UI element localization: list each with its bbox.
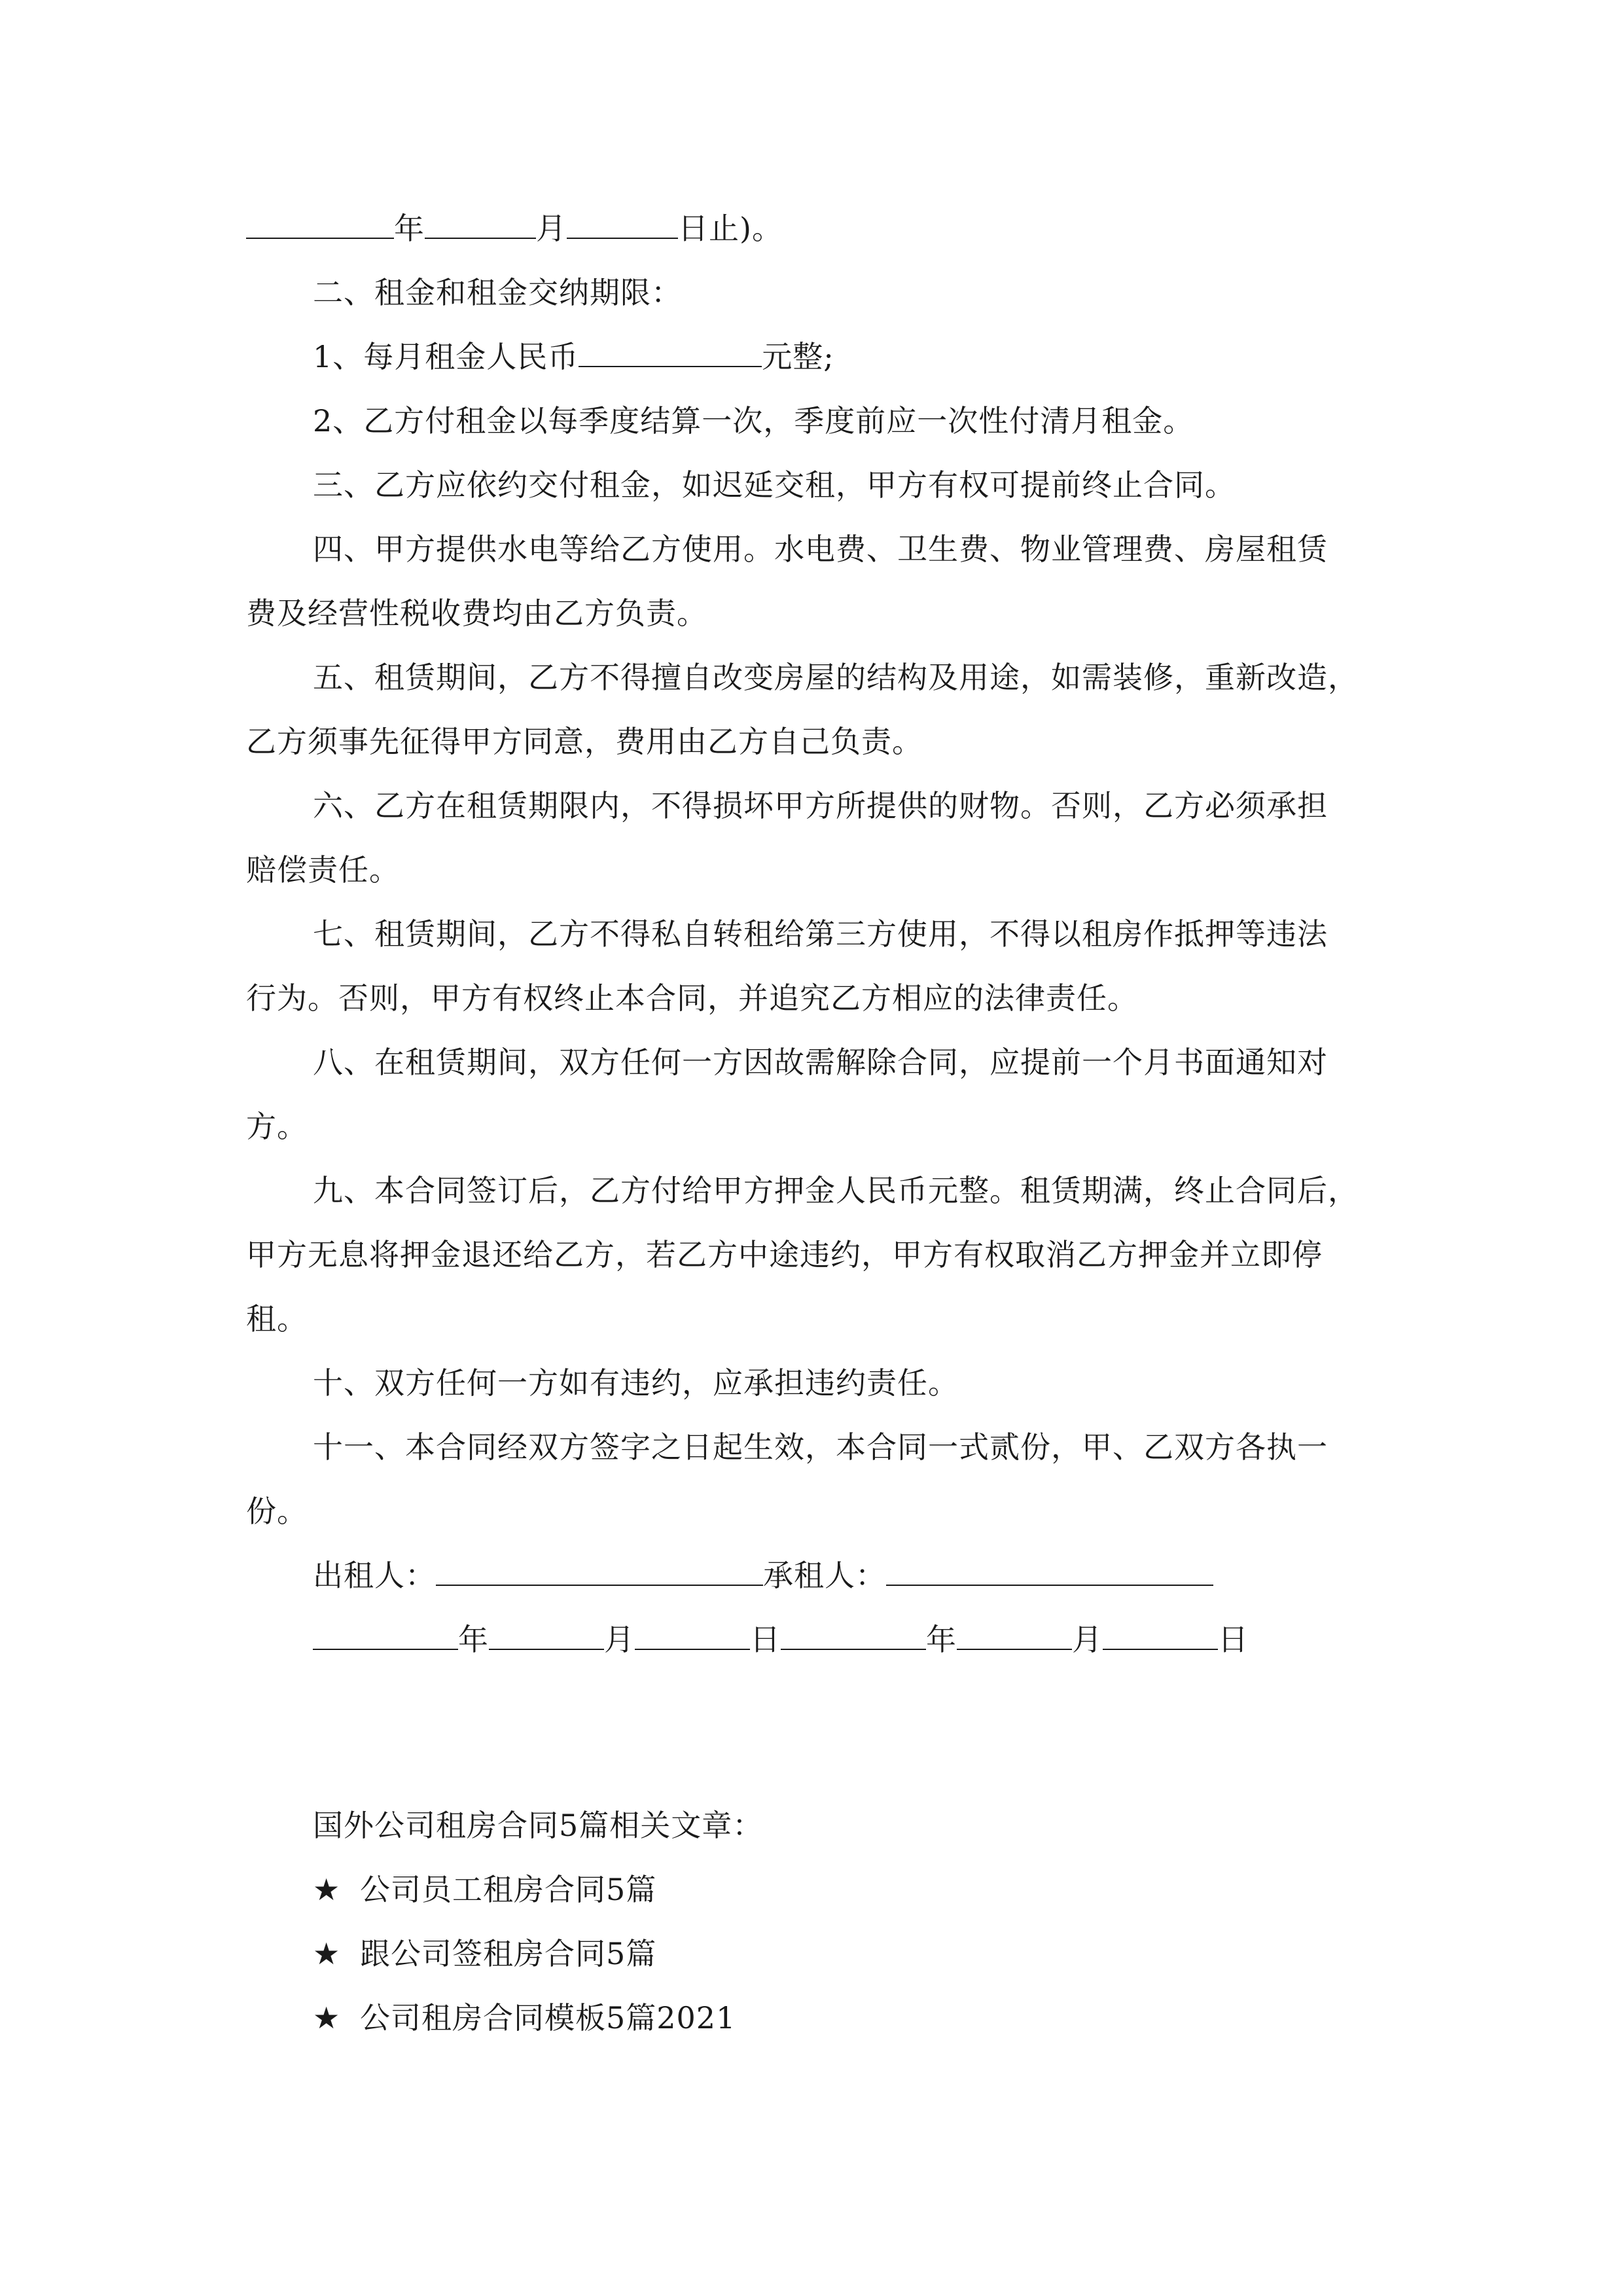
lessee-month-blank [957,1623,1072,1650]
lease-end-date-line [246,196,1378,260]
related-article-2-link[interactable]: 跟公司签租房合同5篇 [360,1936,657,1971]
clause-3: 三、乙方应依约交付租金，如迟延交租，甲方有权可提前终止合同。 [313,467,1236,503]
signature-date-line [313,1607,1378,1672]
lessee-year-label: 年 [926,1622,957,1657]
lessor-day-blank [635,1623,750,1650]
clause-6-line-1: 六、乙方在租赁期限内，不得损坏甲方所提供的财物。否则，乙方必须承担 [313,788,1328,823]
clause-9-line-1: 九、本合同签订后，乙方付给甲方押金人民币元整。租赁期满，终止合同后， [313,1173,1359,1208]
clause-4-line-2: 费及经营性税收费均由乙方负责。 [246,596,707,631]
clause-7-line-2: 行为。否则，甲方有权终止本合同，并追究乙方相应的法律责任。 [246,980,1138,1016]
lessor-year-label: 年 [458,1622,489,1657]
lessor-signature-blank [436,1558,763,1586]
star-icon: ★ [313,2000,341,2036]
clause-8-line-1: 八、在租赁期间，双方任何一方因故需解除合同，应提前一个月书面通知对 [313,1045,1328,1080]
related-article-3-link[interactable]: 公司租房合同模板5篇2021 [360,2000,736,2036]
lessee-signature-blank [886,1558,1213,1586]
clause-9-line-3: 租。 [246,1301,308,1336]
signature-line [313,1543,1378,1607]
clause-5-line-1: 五、租赁期间，乙方不得擅自改变房屋的结构及用途，如需装修，重新改造， [313,660,1359,695]
lessee-year-blank [781,1623,926,1650]
related-article-3[interactable] [313,1986,1378,2050]
end-year-label: 年 [394,211,425,246]
clause-5-line-2: 乙方须事先征得甲方同意，费用由乙方自己负责。 [246,724,923,759]
lessor-month-label: 月 [604,1622,635,1657]
clause-6-line-2: 赔偿责任。 [246,852,400,888]
lessee-day-blank [1103,1623,1218,1650]
end-month-blank [425,211,536,239]
clause-9-line-2: 甲方无息将押金退还给乙方，若乙方中途违约，甲方有权取消乙方押金并立即停 [246,1237,1323,1272]
lessor-day-label: 日 [750,1622,781,1657]
rent-item-1 [313,325,1378,389]
end-day-blank [567,211,678,239]
star-icon: ★ [313,1936,341,1971]
rent-item-2: 2、乙方付租金以每季度结算一次，季度前应一次性付清月租金。 [313,403,1194,439]
lessor-year-blank [313,1623,458,1650]
related-articles-title: 国外公司租房合同5篇相关文章： [313,1808,764,1843]
related-article-2[interactable] [313,1922,1378,1986]
end-year-blank [246,211,394,239]
section2-title: 二、租金和租金交纳期限： [313,275,682,310]
clause-10: 十、双方任何一方如有违约，应承担违约责任。 [313,1365,959,1401]
clause-8-line-2: 方。 [246,1109,308,1144]
clause-7-line-1: 七、租赁期间，乙方不得私自转租给第三方使用，不得以租房作抵押等违法 [313,916,1328,952]
related-article-1[interactable] [313,1857,1378,1922]
lessee-month-label: 月 [1072,1622,1103,1657]
related-article-1-link[interactable]: 公司员工租房合同5篇 [360,1872,657,1907]
lessor-month-blank [489,1623,604,1650]
star-icon: ★ [313,1872,341,1907]
clause-4-line-1: 四、甲方提供水电等给乙方使用。水电费、卫生费、物业管理费、房屋租赁 [313,531,1328,567]
end-day-label: 日止)。 [678,211,783,246]
lessee-day-label: 日 [1218,1622,1249,1657]
end-month-label: 月 [536,211,567,246]
monthly-rent-blank [579,340,762,367]
rent-item-1-text: 1、每月租金人民币 [313,339,579,374]
clause-11-line-1: 十一、本合同经双方签字之日起生效，本合同一式贰份，甲、乙双方各执一 [313,1429,1328,1465]
lessor-label: 出租人： [313,1558,436,1593]
lessee-label: 承租人： [763,1558,886,1593]
clause-11-line-2: 份。 [246,1494,308,1529]
rent-item-1-unit: 元整; [762,339,834,374]
